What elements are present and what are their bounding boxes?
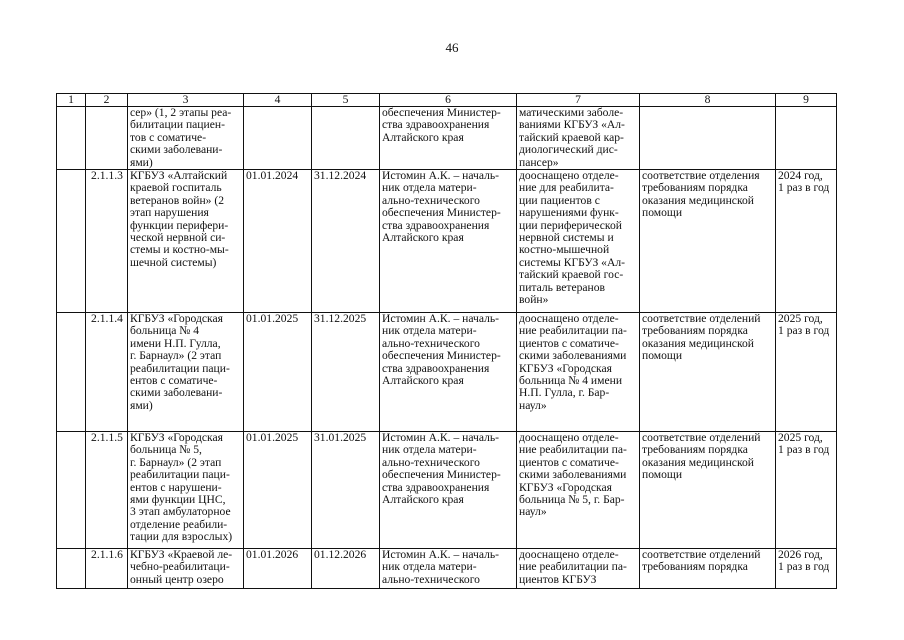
page-number: 46 xyxy=(445,40,459,55)
column-number: 7 xyxy=(517,94,640,107)
responsible-cell: Истомин А.К. – началь- ник отдела матери- ально-технического обеспечения Министер- ства здравоохранения Алтайского края xyxy=(380,432,517,549)
column-number-row xyxy=(57,94,837,107)
activity-number-cell: 2.1.1.3 xyxy=(86,170,128,313)
activity-number-cell xyxy=(86,107,128,170)
row-index-cell xyxy=(57,549,86,589)
column-number: 8 xyxy=(640,94,776,107)
period-cell: 2024 год, 1 раз в год xyxy=(776,170,837,313)
activity-number-cell: 2.1.1.4 xyxy=(86,313,128,432)
row-index-cell xyxy=(57,170,86,313)
criteria-cell xyxy=(640,107,776,170)
institution-cell: КГБУЗ «Алтайский краевой госпиталь ветеранов войн» (2 этап нарушения функции перифери- ческой нервной си- стемы и костно-мы- шечной системы) xyxy=(128,170,244,313)
criteria-cell: соответствие отделений требованиям порядка оказания медицинской помощи xyxy=(640,432,776,549)
responsible-cell: Истомин А.К. – началь- ник отдела матери- ально-технического обеспечения Министер- ства здравоохранения Алтайского края xyxy=(380,170,517,313)
plan-table xyxy=(56,93,837,589)
start-date-cell: 01.01.2025 xyxy=(244,313,312,432)
institution-cell: КГБУЗ «Краевой ле- чебно-реабилитаци- онный центр озеро xyxy=(128,549,244,589)
period-cell: 2025 год, 1 раз в год xyxy=(776,313,837,432)
table-row xyxy=(57,313,837,432)
end-date-cell: 31.12.2024 xyxy=(312,170,380,313)
result-cell: дооснащено отделе- ние реабилитации па- циентов с соматиче- скими заболеваниями КГБУЗ «Городская больница № 5, г. Бар- наул» xyxy=(517,432,640,549)
column-number: 6 xyxy=(380,94,517,107)
start-date-cell: 01.01.2024 xyxy=(244,170,312,313)
result-cell: дооснащено отделе- ние для реабилита- ции пациентов с нарушениями функ- ции периферической нервной системы и костно-мышечной системы КГБУЗ «Ал- тайский краевой гос- питаль ветеранов войн» xyxy=(517,170,640,313)
institution-cell: КГБУЗ «Городская больница № 4 имени Н.П. Гулла, г. Барнаул» (2 этап реабилитации паци- ентов с соматиче- скими заболевани- ями) xyxy=(128,313,244,432)
result-cell: матическими заболе- ваниями КГБУЗ «Ал- тайский краевой кар- диологический дис- пансер» xyxy=(517,107,640,170)
table-row xyxy=(57,107,837,170)
responsible-cell: Истомин А.К. – началь- ник отдела матери- ально-технического xyxy=(380,549,517,589)
result-cell: дооснащено отделе- ние реабилитации па- циентов КГБУЗ xyxy=(517,549,640,589)
responsible-cell: Истомин А.К. – началь- ник отдела матери- ально-технического обеспечения Министер- ства здравоохранения Алтайского края xyxy=(380,313,517,432)
start-date-cell: 01.01.2026 xyxy=(244,549,312,589)
table-row xyxy=(57,432,837,549)
criteria-cell: соответствие отделения требованиям порядка оказания медицинской помощи xyxy=(640,170,776,313)
column-number: 1 xyxy=(57,94,86,107)
start-date-cell: 01.01.2025 xyxy=(244,432,312,549)
column-number: 9 xyxy=(776,94,837,107)
responsible-cell: обеспечения Министер- ства здравоохранения Алтайского края xyxy=(380,107,517,170)
period-cell: 2026 год, 1 раз в год xyxy=(776,549,837,589)
criteria-cell: соответствие отделений требованиям порядка оказания медицинской помощи xyxy=(640,313,776,432)
start-date-cell xyxy=(244,107,312,170)
period-cell xyxy=(776,107,837,170)
criteria-cell: соответствие отделений требованиям порядка xyxy=(640,549,776,589)
column-number: 4 xyxy=(244,94,312,107)
column-number: 5 xyxy=(312,94,380,107)
activity-number-cell: 2.1.1.5 xyxy=(86,432,128,549)
institution-cell: сер» (1, 2 этапы реа- билитации пациен- тов с соматиче- скими заболевани- ями) xyxy=(128,107,244,170)
end-date-cell xyxy=(312,107,380,170)
result-cell: дооснащено отделе- ние реабилитации па- циентов с соматиче- скими заболеваниями КГБУЗ «Городская больница № 4 имени Н.П. Гулла, г. Бар- наул» xyxy=(517,313,640,432)
end-date-cell: 01.12.2026 xyxy=(312,549,380,589)
row-index-cell xyxy=(57,313,86,432)
column-number: 3 xyxy=(128,94,244,107)
period-cell: 2025 год, 1 раз в год xyxy=(776,432,837,549)
row-index-cell xyxy=(57,107,86,170)
activity-number-cell: 2.1.1.6 xyxy=(86,549,128,589)
table-row xyxy=(57,170,837,313)
end-date-cell: 31.01.2025 xyxy=(312,432,380,549)
row-index-cell xyxy=(57,432,86,549)
column-number: 2 xyxy=(86,94,128,107)
table-row xyxy=(57,549,837,589)
institution-cell: КГБУЗ «Городская больница № 5, г. Барнаул» (2 этап реабилитации паци- ентов с нарушени- ями функции ЦНС, 3 этап амбулаторное отделение реабили- тации для взрослых) xyxy=(128,432,244,549)
end-date-cell: 31.12.2025 xyxy=(312,313,380,432)
